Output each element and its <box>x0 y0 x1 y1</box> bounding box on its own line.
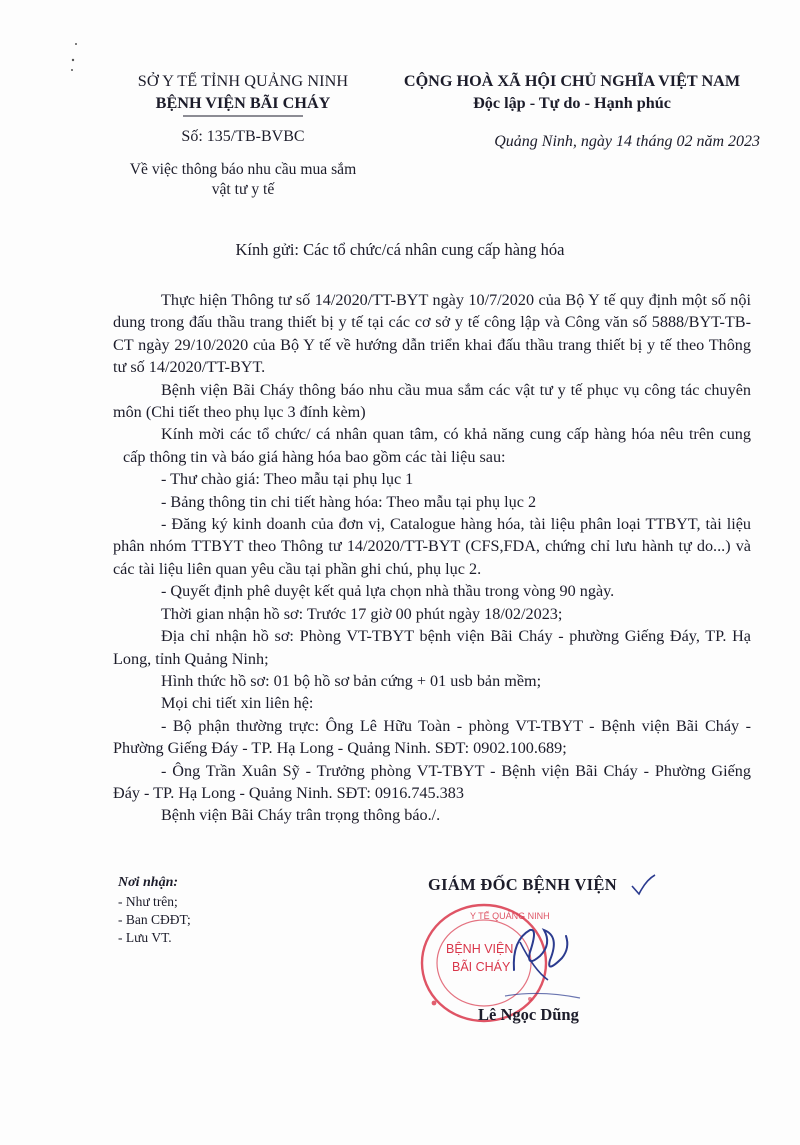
submission-deadline: Thời gian nhận hồ sơ: Trước 17 giờ 00 phút ngày 18/02/2023; <box>161 604 563 623</box>
place-date: Quảng Ninh, ngày 14 tháng 02 năm 2023 <box>494 133 760 150</box>
check-mark-icon <box>628 872 658 900</box>
recipients-title: Nơi nhận: <box>118 875 179 890</box>
scan-speck-marks <box>68 40 80 80</box>
contact-item: - Bộ phận thường trực: Ông Lê Hữu Toàn - phòng VT-TBYT - Bệnh viện Bãi Cháy - Phường Giếng Đáy - TP. Hạ Long - Quảng Ninh. SĐT: 0902.100.689; <box>113 716 751 758</box>
requirement-item: - Quyết định phê duyệt kết quả lựa chọn nhà thầu trong vòng 90 ngày. <box>161 582 615 601</box>
subject-line: vật tư y tế <box>211 181 275 198</box>
recipient-item: - Như trên; <box>118 894 178 909</box>
signer-name: Lê Ngọc Dũng <box>478 1005 579 1024</box>
stamp-line-2: BÃI CHÁY <box>452 960 511 974</box>
stamp-top-text: Y TẾ QUẢNG NINH <box>470 911 550 921</box>
issuing-authority <box>108 70 378 119</box>
requirement-item: - Đăng ký kinh doanh của đơn vị, Catalogue hàng hóa, tài liệu phân loại TTBYT, tài liệu phân nhóm TTBYT theo Thông tư 14/2020/TT-BYT (CFS,FDA, chứng chỉ lưu hành tự do...) và các tài liệu liên quan yêu cầu tại phần ghi chú, phụ lục 2. <box>113 515 751 578</box>
paragraph-invitation: Kính mời các tổ chức/ cá nhân quan tâm, có khả năng cung cấp hàng hóa nêu trên cung cấp thông tin và báo giá hàng hóa bao gồm các tài liệu sau: <box>123 425 751 466</box>
hospital-name: BỆNH VIỆN BÃI CHÁY <box>155 94 331 112</box>
stamp-line-1: BỆNH VIỆN <box>446 942 514 956</box>
requirement-item: - Bảng thông tin chi tiết hàng hóa: Theo mẫu tại phụ lục 2 <box>161 492 537 511</box>
submission-form: Hình thức hồ sơ: 01 bộ hồ sơ bản cứng + 01 usb bản mềm; <box>161 671 542 690</box>
document-number: Số: 135/TB-BVBC <box>181 128 305 145</box>
country-name: CỘNG HOÀ XÃ HỘI CHỦ NGHĨA VIỆT NAM <box>403 72 741 90</box>
contact-intro: Mọi chi tiết xin liên hệ: <box>161 694 314 713</box>
document-body <box>113 289 751 827</box>
closing-line: Bệnh viện Bãi Cháy trân trọng thông báo./. <box>161 806 441 825</box>
director-title: GIÁM ĐỐC BỆNH VIỆN <box>428 875 617 894</box>
department-name: SỞ Y TẾ TỈNH QUẢNG NINH <box>137 72 349 90</box>
handwritten-signature <box>500 900 590 1010</box>
document-subject <box>108 160 378 200</box>
national-header <box>382 70 762 114</box>
paragraph-announcement: Bệnh viện Bãi Cháy thông báo nhu cầu mua sắm các vật tư y tế phục vụ công tác chuyên môn (Chi tiết theo phụ lục 3 đính kèm) <box>113 380 751 422</box>
contact-item: - Ông Trần Xuân Sỹ - Trưởng phòng VT-TBYT - Bệnh viện Bãi Cháy - Phường Giếng Đáy - TP. Hạ Long - Quảng Ninh. SĐT: 0916.745.383 <box>113 761 751 802</box>
national-motto: Độc lập - Tự do - Hạnh phúc <box>473 94 671 112</box>
subject-line: Về việc thông báo nhu cầu mua sắm <box>129 161 357 178</box>
recipient-item: - Ban CĐĐT; <box>118 912 191 927</box>
recipient-line: Kính gửi: Các tổ chức/cá nhân cung cấp hàng hóa <box>235 240 565 259</box>
submission-address: Địa chỉ nhận hồ sơ: Phòng VT-TBYT bệnh viện Bãi Cháy - phường Giếng Đáy, TP. Hạ Long, tỉnh Quảng Ninh; <box>113 627 751 668</box>
recipients-list <box>118 893 191 947</box>
header-underline <box>183 115 303 119</box>
paragraph-legal-basis: Thực hiện Thông tư số 14/2020/TT-BYT ngày 10/7/2020 của Bộ Y tế quy định một số nội dung trong đấu thầu trang thiết bị y tế tại các cơ sở y tế công lập và Công văn số 5888/BYT-TB-CT ngày 29/10/2020 của Bộ Y tế về hướng dẫn triển khai đấu thầu trang thiết bị y tế theo Thông tư số 14/2020/TT-BYT. <box>113 291 751 377</box>
recipient-item: - Lưu VT. <box>118 930 172 945</box>
requirement-item: - Thư chào giá: Theo mẫu tại phụ lục 1 <box>161 470 414 489</box>
